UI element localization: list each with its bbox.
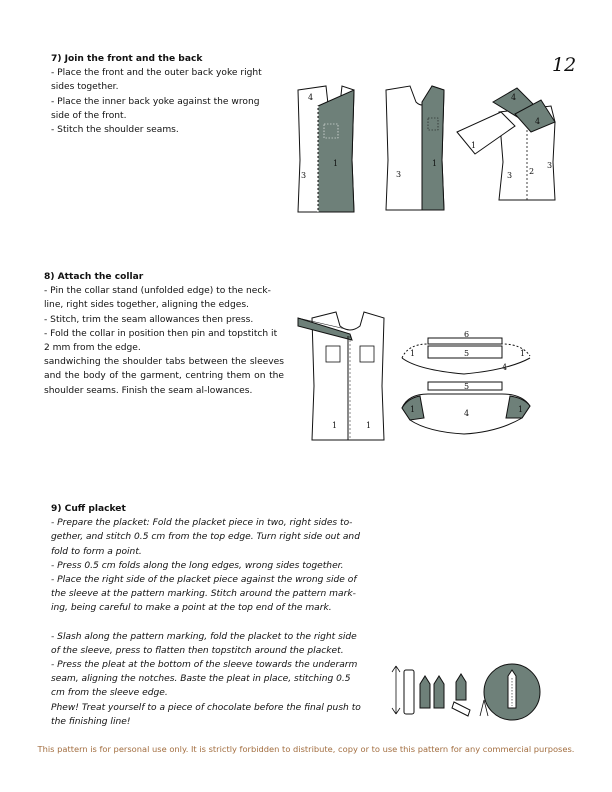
diagram-label: 1 [333, 159, 339, 168]
step-8-title: 8) Attach the collar [44, 272, 144, 282]
step-9-line: fold to form a point. [51, 546, 142, 557]
step-8-line: 2 mm from the edge. [44, 343, 141, 354]
step-9-line: ing, being careful to make a point at the top end of the mark. [51, 603, 332, 614]
diagram-label: 3 [396, 170, 402, 179]
step-9-line: - Prepare the placket: Fold the placket piece in two, right sides to- [51, 518, 353, 529]
diagram-label: 1 [410, 349, 416, 358]
step-7-line: - Stitch the shoulder seams. [51, 125, 179, 136]
diagram-label: 1 [432, 159, 438, 168]
step-9-line: gether, and stitch 0.5 cm from the top edge. Turn right side out and [51, 532, 360, 543]
step-7-text [51, 52, 291, 137]
diagram-label: 3 [301, 171, 307, 180]
diagram-label: 1 [410, 405, 416, 414]
step-9-title: 9) Cuff placket [51, 504, 126, 514]
step-9-diagram [384, 660, 550, 720]
diagram-label: 4 [511, 93, 517, 102]
step-8-diagram-c [398, 378, 538, 438]
page-number: 12 [552, 54, 577, 76]
step-7-title: 7) Join the front and the back [51, 54, 203, 64]
step-8-line: - Fold the collar in position then pin and topstitch it [44, 328, 278, 339]
step-8-line: - Pin the collar stand (unfolded edge) to the neck- [44, 286, 271, 297]
diagram-label: 5 [464, 349, 470, 358]
step-8-paragraph: sandwiching the shoulder tabs between the sleeves and the body of the garment, centring them on the shoulder seams. Finish the seam al-lowances. [44, 357, 284, 396]
diagram-label: 3 [507, 171, 513, 180]
diagram-label: 1 [520, 349, 526, 358]
diagram-label: 4 [464, 409, 470, 418]
diagram-label: 4 [502, 363, 508, 372]
step-9-line: the finishing line! [51, 716, 131, 727]
step-7-line: - Place the inner back yoke against the wrong [51, 96, 260, 107]
copyright-footer: This pattern is for personal use only. It is strictly forbidden to distribute, copy or to use this pattern for any commercial purposes. [37, 744, 575, 754]
step-9-line: seam, aligning the notches. Baste the pleat in place, stitching 0.5 [51, 674, 351, 685]
step-8-text [44, 270, 284, 398]
step-8-diagram-a [290, 306, 390, 446]
step-9-line: the sleeve at the pattern marking. Stitch around the pattern mark- [51, 589, 356, 600]
diagram-label: 6 [464, 330, 470, 339]
step-9-text [51, 502, 371, 729]
diagram-label: 3 [547, 161, 553, 170]
diagram-label: 2 [529, 167, 535, 176]
step-7-diagram-b [376, 80, 451, 220]
diagram-label: 1 [366, 421, 372, 430]
step-9-line: of the sleeve, press to flatten then topstitch around the placket. [51, 645, 344, 656]
step-8-line: line, right sides together, aligning the edges. [44, 300, 249, 311]
diagram-label: 4 [308, 93, 314, 102]
step-7-line: - Place the front and the outer back yoke right [51, 68, 262, 79]
step-9-line: - Slash along the pattern marking, fold the placket to the right side [51, 631, 357, 642]
step-8-line: - Stitch, trim the seam allowances then press. [44, 314, 254, 325]
step-9-line: Phew! Treat yourself to a piece of chocolate before the final push to [51, 702, 361, 713]
step-9-line: - Place the right side of the placket piece against the wrong side of [51, 575, 357, 586]
step-9-line: - Press the pleat at the bottom of the sleeve towards the underarm [51, 660, 358, 671]
diagram-label: 5 [464, 382, 470, 391]
diagram-label: 1 [332, 421, 338, 430]
step-7-diagram-c [455, 82, 575, 202]
step-7-line: side of the front. [51, 110, 127, 121]
step-8-diagram-b [398, 330, 538, 380]
diagram-label: 4 [535, 117, 541, 126]
step-7-diagram-a [288, 80, 363, 220]
step-9-line: - Press 0.5 cm folds along the long edges, wrong sides together. [51, 560, 344, 571]
diagram-label: 1 [471, 141, 477, 150]
step-9-line: cm from the sleeve edge. [51, 688, 168, 699]
diagram-label: 1 [518, 405, 524, 414]
step-7-line: sides together. [51, 82, 119, 93]
